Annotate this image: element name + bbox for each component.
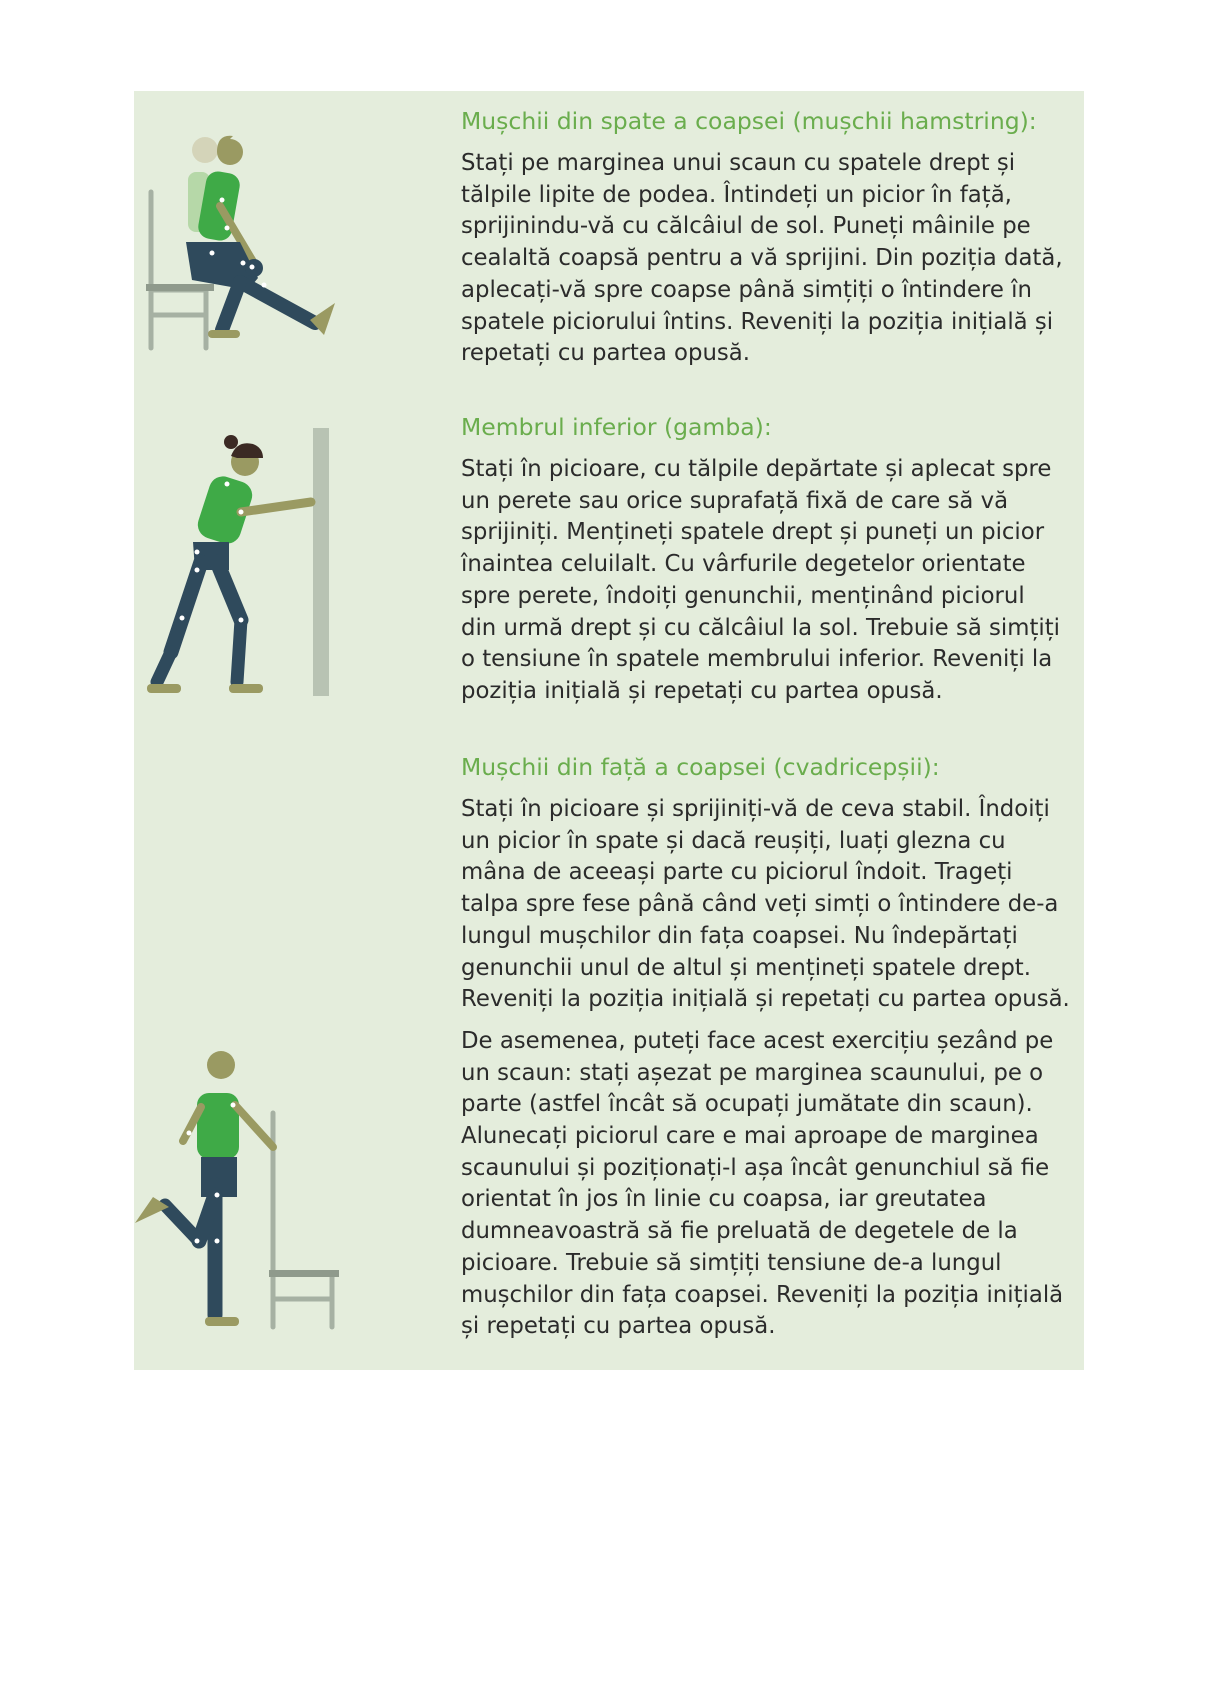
section-title: Membrul inferior (gamba): (461, 413, 772, 441)
section-paragraph (461, 794, 1071, 1016)
text-line: poziția inițială și repetați cu partea opusă. (461, 677, 943, 704)
section-title: Mușchii din față a coapsei (cvadricepșii): (461, 753, 940, 781)
text-line: sprijinindu-vă cu călcâiul de sol. Puneți mâinile pe (461, 213, 1031, 240)
text-line: Stați în picioare și sprijiniți-vă de ceva stabil. Îndoiți (461, 796, 1050, 822)
text-line: lungul mușchilor din fața coapsei. Nu îndepărtați (461, 922, 1018, 949)
text-line: mușchilor din fața coapsei. Reveniți la poziția inițială (461, 1281, 1064, 1308)
text-line: înaintea celuilalt. Cu vârfurile degetelor orientate (461, 551, 1026, 578)
text-line: repetați cu partea opusă. (461, 340, 751, 367)
hamstring-stretch-illustration (140, 130, 360, 360)
text-line: și repetați cu partea opusă. (461, 1313, 776, 1340)
text-line: De asemenea, puteți face acest exercițiu șezând pe (461, 1027, 1054, 1054)
quadriceps-stretch-illustration (135, 1045, 345, 1335)
text-line: parte (astfel încât să ocupați jumătate din scaun). (461, 1091, 1033, 1118)
text-line: spatele piciorului întins. Reveniți la poziția inițială și (461, 308, 1054, 335)
text-line: aplecați-vă spre coapse până simțiți o întindere în (461, 276, 1032, 303)
text-line: o tensiune în spatele membrului inferior. Reveniți la (461, 646, 1053, 673)
section-calf (461, 412, 1071, 708)
section-quadriceps (461, 752, 1071, 1343)
text-line: talpa spre fese până când veți simți o întindere de-a (461, 891, 1059, 918)
text-line: Stați în picioare, cu tălpile depărtate și aplecat spre (461, 456, 1052, 482)
text-line: picioare. Trebuie să simțiți tensiune de-a lungul (461, 1249, 1002, 1276)
section-title: Mușchii din spate a coapsei (mușchii hamstring): (461, 107, 1037, 135)
text-line: dumneavoastră să fie preluată de degetele de la (461, 1218, 1018, 1245)
text-line: sprijiniți. Mențineți spatele drept și puneți un picior (461, 519, 1045, 546)
text-line: spre perete, îndoiți genunchii, menținând piciorul (461, 582, 1025, 609)
section-paragraph-seated-variant (461, 1026, 1071, 1343)
text-line: din urmă drept și cu călcâiul la sol. Trebuie să simțiți (461, 614, 1061, 641)
text-line: Stați pe marginea unui scaun cu spatele drept și (461, 150, 1016, 176)
text-line: cealaltă coapsă pentru a vă sprijini. Din poziția dată, (461, 245, 1063, 272)
section-paragraph (461, 454, 1071, 708)
wall-icon (313, 428, 329, 696)
text-line: orientat în jos în linie cu coapsa, iar greutatea (461, 1186, 987, 1213)
section-paragraph (461, 148, 1071, 370)
chair-icon (273, 1113, 332, 1327)
text-line: Alunecați piciorul care e mai aproape de marginea (461, 1123, 1039, 1150)
text-line: un perete sau orice suprafață fixă de care să vă (461, 487, 1009, 514)
text-line: tălpile lipite de podea. Întindeți un picior în față, (461, 181, 1012, 208)
text-line: mâna de aceeași parte cu piciorul îndoit. Trageți (461, 859, 1013, 886)
text-line: scaunului și poziționați-l așa încât genunchiul să fie (461, 1154, 1050, 1181)
text-line: un scaun: stați așezat pe marginea scaunului, pe o (461, 1059, 1044, 1086)
text-line: genunchii unul de altul și mențineți spatele drept. (461, 954, 1031, 981)
calf-stretch-illustration (145, 420, 345, 700)
text-line: Reveniți la poziția inițială și repetați cu partea opusă. (461, 986, 1070, 1013)
section-hamstring (461, 106, 1071, 370)
text-line: un picior în spate și dacă reușiți, luați glezna cu (461, 827, 1006, 854)
